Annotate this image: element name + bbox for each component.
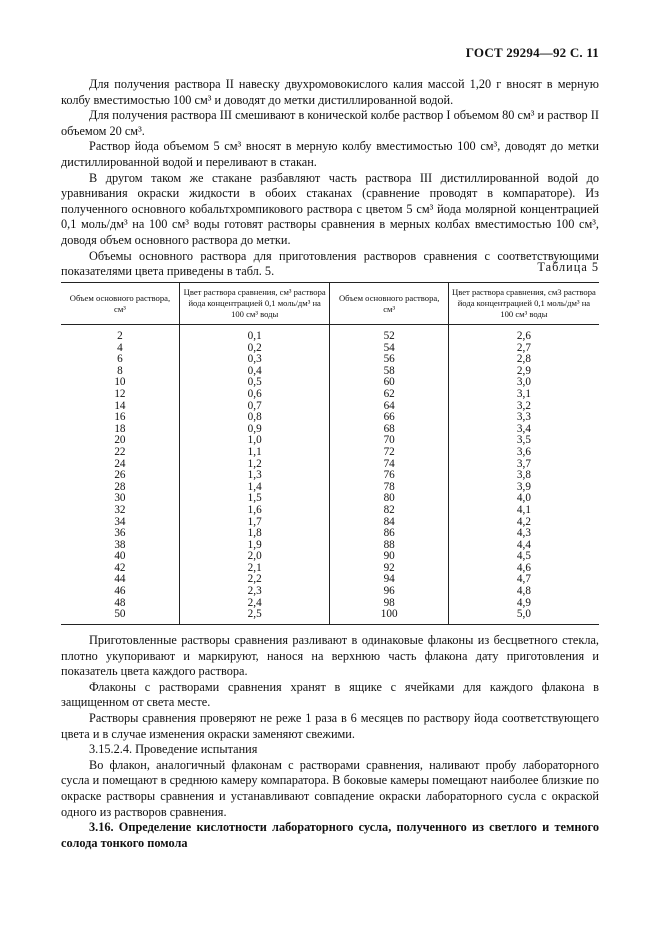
table-cell: 2,6	[448, 325, 599, 343]
table-cell: 58	[330, 366, 448, 378]
table-cell: 2,5	[179, 609, 330, 624]
table-cell: 66	[330, 412, 448, 424]
table-row	[61, 412, 599, 424]
table-cell: 0,1	[179, 325, 330, 343]
table-cell: 0,8	[179, 412, 330, 424]
table-cell: 56	[330, 354, 448, 366]
paragraph: Растворы сравнения проверяют не реже 1 раза в 6 месяцев по раствору йода соответствующего цвета и в случае изменения окраски заменяют свежими.	[61, 710, 599, 741]
table-caption: Таблица 5	[537, 260, 599, 274]
table-cell: 82	[330, 505, 448, 517]
table-cell: 18	[114, 422, 126, 435]
table-cell: 86	[330, 528, 448, 540]
table-cell: 5,0	[448, 609, 599, 624]
table-cell: 4,5	[448, 551, 599, 563]
table-cell: 3,1	[448, 389, 599, 401]
paragraph: Приготовленные растворы сравнения разливают в одинаковые флаконы из бесцветного стекла, плотно укупоривают и маркируют, нанося на верхнюю часть флакона дату приготовления и показатель цвета каждого раствора.	[61, 633, 599, 679]
table-cell: 1,7	[179, 517, 330, 529]
table-cell: 10	[114, 376, 126, 389]
table-row	[61, 586, 599, 598]
table-cell: 52	[330, 325, 448, 343]
table-cell: 80	[330, 493, 448, 505]
table-cell: 70	[330, 435, 448, 447]
paragraph: Для получения раствора III смешивают в конической колбе раствор I объемом 80 см³ и раствор II объемом 20 см³.	[61, 108, 599, 138]
paragraph: Раствор йода объемом 5 см³ вносят в мерную колбу вместимостью 100 см³, доводят до метки дистиллированной водой и переливают в стакан.	[61, 139, 599, 169]
table-cell: 20	[114, 434, 126, 447]
table-cell: 3,3	[448, 412, 599, 424]
table-cell: 8	[117, 364, 123, 377]
table-cell: 32	[114, 503, 126, 516]
table-cell: 2,0	[179, 551, 330, 563]
table-cell: 1,0	[179, 435, 330, 447]
procedure-text	[61, 633, 599, 851]
table-cell: 3,9	[448, 482, 599, 494]
table-cell: 3,7	[448, 459, 599, 471]
table-cell: 84	[330, 517, 448, 529]
table-cell: 28	[114, 480, 126, 493]
table-cell: 4,7	[448, 574, 599, 586]
subsection-title: 3.15.2.4. Проведение испытания	[89, 742, 258, 757]
table-cell: 14	[114, 399, 126, 412]
table-row	[61, 325, 599, 343]
table-cell: 48	[114, 596, 126, 609]
table-row	[61, 470, 599, 482]
column-header: Цвет раствора сравнения, см3 раствора йода концентрацией 0,1 моль/дм³ на 100 см³ воды	[448, 283, 599, 325]
table-cell: 3,2	[448, 401, 599, 413]
table-cell: 4,1	[448, 505, 599, 517]
table-cell: 3,6	[448, 447, 599, 459]
table-cell: 6	[117, 353, 123, 366]
table-cell: 2,4	[179, 598, 330, 610]
table-row	[61, 389, 599, 401]
paragraph: Для получения раствора II навеску двухромовокислого калия массой 1,20 г вносят в мерную колбу вместимостью 100 см³ и доводят до метки дистиллированной водой.	[61, 77, 599, 107]
column-header: Объем основного раствора, см³	[61, 283, 179, 325]
table-cell: 1,3	[179, 470, 330, 482]
table-cell: 2,2	[179, 574, 330, 586]
table-cell: 1,9	[179, 540, 330, 552]
table-cell: 0,7	[179, 401, 330, 413]
table-cell: 4,3	[448, 528, 599, 540]
table-cell: 0,6	[179, 389, 330, 401]
table-cell: 40	[114, 550, 126, 563]
table-cell: 2	[117, 330, 123, 342]
table-body	[61, 325, 599, 625]
table-cell: 92	[330, 563, 448, 575]
table-cell: 60	[330, 377, 448, 389]
table-cell: 1,2	[179, 459, 330, 471]
page-header: ГОСТ 29294—92 С. 11	[465, 45, 599, 60]
column-header: Объем основного раствора, см³	[330, 283, 448, 325]
table-cell: 72	[330, 447, 448, 459]
table-cell: 0,5	[179, 377, 330, 389]
table-cell: 1,4	[179, 482, 330, 494]
table-cell: 2,8	[448, 354, 599, 366]
table-cell: 44	[114, 573, 126, 586]
table-cell: 4,4	[448, 540, 599, 552]
table-cell: 68	[330, 424, 448, 436]
table-cell: 16	[114, 411, 126, 424]
paragraph: Объемы основного раствора для приготовления растворов сравнения с соответствующими показателями цвета приведены в табл. 5.	[61, 248, 599, 279]
table-cell: 30	[114, 492, 126, 505]
table-cell: 3,4	[448, 424, 599, 436]
intro-text	[61, 77, 599, 280]
table-cell: 50	[61, 609, 179, 624]
table-cell: 78	[330, 482, 448, 494]
table-cell: 3,0	[448, 377, 599, 389]
table-cell: 88	[330, 540, 448, 552]
table-cell: 4,8	[448, 586, 599, 598]
table-cell: 38	[114, 538, 126, 551]
table-cell: 1,1	[179, 447, 330, 459]
table-cell: 46	[114, 585, 126, 598]
table-cell: 74	[330, 459, 448, 471]
paragraph: В другом таком же стакане разбавляют часть раствора III дистиллированной водой до уравнивания окраски жидкости в обоих стаканах (сравнение проводят в компараторе). Из полученного основного кобальтхромпикового раствора с цветом 5 см³ йода молярной концентрацией 0,1 моль/дм³ на 100 см³ воды готовят растворы сравнения в мерных колбах вместимостью 100 см³, доводя объем основного раствора до метки.	[61, 170, 599, 247]
table-cell: 3,5	[448, 435, 599, 447]
table-cell: 4,6	[448, 563, 599, 575]
table-cell: 96	[330, 586, 448, 598]
table-cell: 4,9	[448, 598, 599, 610]
table-cell: 3,8	[448, 470, 599, 482]
table-row	[61, 528, 599, 540]
table-cell: 0,2	[179, 343, 330, 355]
table-cell: 0,9	[179, 424, 330, 436]
table-cell: 1,6	[179, 505, 330, 517]
table-cell: 1,8	[179, 528, 330, 540]
table-cell: 62	[330, 389, 448, 401]
table-cell: 4,0	[448, 493, 599, 505]
table-cell: 2,7	[448, 343, 599, 355]
table-cell: 26	[114, 469, 126, 482]
table-cell: 1,5	[179, 493, 330, 505]
table-cell: 2,1	[179, 563, 330, 575]
table-row	[61, 505, 599, 517]
table-cell: 0,3	[179, 354, 330, 366]
table-cell: 4,2	[448, 517, 599, 529]
table-cell: 2,9	[448, 366, 599, 378]
table-cell: 100	[330, 609, 448, 624]
table-cell: 22	[114, 445, 126, 458]
paragraph: Во флакон, аналогичный флаконам с растворами сравнения, наливают пробу лабораторного сусла и помещают в среднюю камеру компаратора. В боковые камеры помещают наиболее близкие по окраске растворы сравнения и устанавливают совпадение окраски лабораторного сусла с окраской одного из растворов сравнения.	[61, 757, 599, 819]
table-cell: 94	[330, 574, 448, 586]
table-cell: 76	[330, 470, 448, 482]
table-cell: 34	[114, 515, 126, 528]
table-cell: 90	[330, 551, 448, 563]
section-heading: 3.16. Определение кислотности лабораторного сусла, полученного из светлого и темного солода тонкого помола	[61, 820, 599, 850]
table-header-row	[61, 283, 599, 325]
table-cell: 0,4	[179, 366, 330, 378]
table-cell: 54	[330, 343, 448, 355]
table-cell: 4	[117, 341, 123, 354]
table-cell: 12	[114, 387, 126, 400]
table-cell: 98	[330, 598, 448, 610]
table-cell: 64	[330, 401, 448, 413]
column-header: Цвет раствора сравнения, см³ раствора йода концентрацией 0,1 моль/дм³ на 100 см³ воды	[179, 283, 330, 325]
paragraph: Флаконы с растворами сравнения хранят в ящике с ячейками для каждого флакона в защищенном от света месте.	[61, 679, 599, 710]
table-5	[61, 282, 599, 625]
table-row	[61, 447, 599, 459]
table-cell: 2,3	[179, 586, 330, 598]
table-cell: 42	[114, 561, 126, 574]
table-row	[61, 609, 599, 624]
table-cell: 36	[114, 527, 126, 540]
table-cell: 24	[114, 457, 126, 470]
